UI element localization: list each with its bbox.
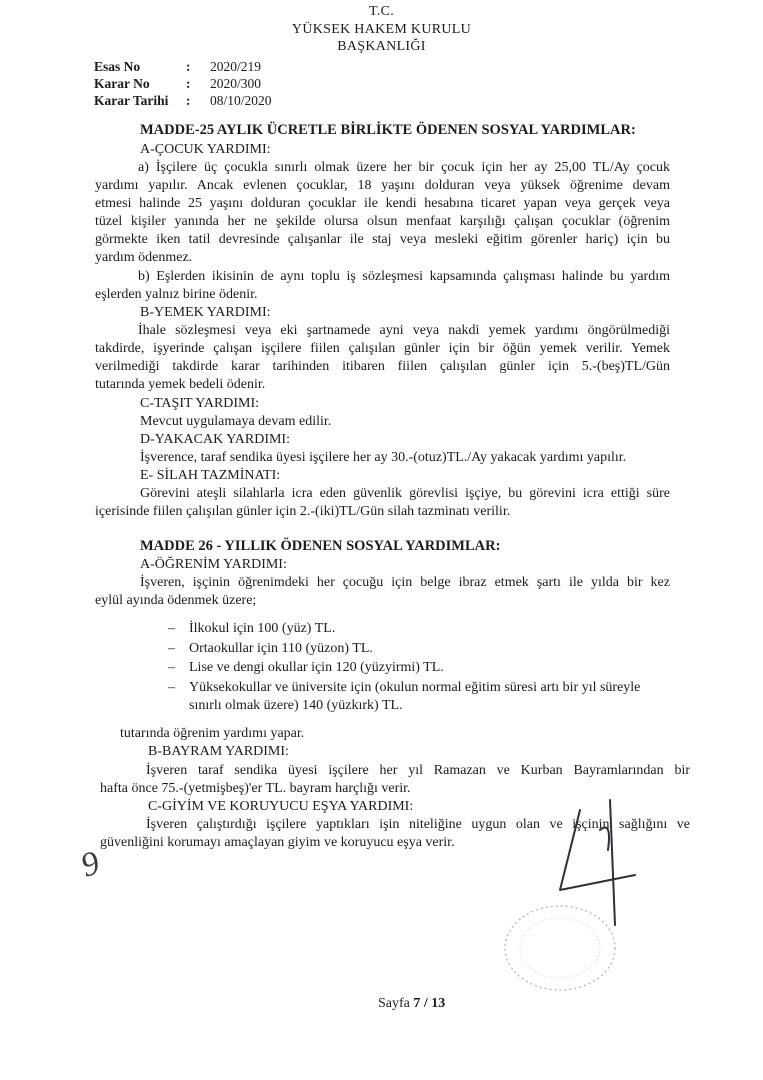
paragraph-line: b) Eşlerden ikisinin de aynı toplu iş sözleşmesi kapsamında çalışması halinde bu yardım [138, 269, 670, 284]
paragraph-line: güvenliğini korumayı amaçlayan giyim ve koruyucu eşya verir. [100, 835, 455, 850]
paragraph-line: tutarında yemek bedeli ödenir. [95, 377, 266, 392]
header-tc: T.C. [368, 4, 395, 19]
paragraph-line: İşveren taraf sendika üyesi işçilere her yıl Ramazan ve Kurban Bayramlarından bir [146, 763, 690, 778]
paragraph-line: verilmediği takdirde karar tarihinden itibaren fiilen çalışılan günler için 5.-(beş)TL/Gün [95, 359, 670, 374]
list-bullet: – [168, 641, 175, 656]
meta-value: 2020/300 [210, 76, 262, 91]
paragraph-line: eylül ayında ödenmek üzere; [95, 593, 257, 608]
yakacak-yardimi-heading: D-YAKACAK YARDIMI: [140, 432, 290, 447]
header-dept: BAŞKANLIĞI [337, 39, 426, 54]
page-separator: / [423, 996, 428, 1011]
giyim-yardimi-heading: C-GİYİM VE KORUYUCU EŞYA YARDIMI: [148, 799, 414, 814]
list-bullet: – [168, 660, 175, 675]
list-item: Ortaokullar için 110 (yüzon) TL. [189, 641, 373, 656]
yemek-yardimi-heading: B-YEMEK YARDIMI: [140, 305, 271, 320]
page-total: 13 [431, 996, 446, 1011]
meta-value: 2020/219 [210, 59, 262, 74]
paragraph-line: İhale sözleşmesi veya eki şartnamede ayni veya nakdi yemek yardımı öngörülmediği [138, 323, 670, 338]
silah-tazminati-heading: E- SİLAH TAZMİNATI: [140, 468, 281, 483]
paragraph-line: a) İşçilere üç çocukla sınırlı olmak üzere her bir çocuk için her ay 25,00 TL/Ay çocuk [138, 160, 670, 175]
paragraph-line: İşveren çalıştırdığı işçilere yaptıkları işin niteliğine uygun olan ve işçinin sağlığını ve [146, 817, 690, 832]
official-stamp [500, 900, 620, 995]
meta-colon: : [186, 59, 191, 74]
meta-karar [94, 76, 261, 92]
meta-colon: : [186, 76, 191, 91]
bayram-yardimi-heading: B-BAYRAM YARDIMI: [148, 744, 289, 759]
meta-label: Esas No [94, 59, 141, 74]
cocuk-yardimi-heading: A-ÇOCUK YARDIMI: [140, 142, 271, 157]
page-current: 7 [413, 996, 421, 1011]
paragraph-line: tutarında öğrenim yardımı yapar. [120, 726, 305, 741]
meta-label: Karar Tarihi [94, 93, 169, 108]
meta-colon: : [186, 93, 191, 108]
tasit-yardimi-heading: C-TAŞIT YARDIMI: [140, 396, 260, 411]
madde26-title: MADDE 26 - YILLIK ÖDENEN SOSYAL YARDIMLAR: [140, 538, 501, 554]
handwritten-margin-note: 9 [76, 844, 105, 885]
paragraph-line: hafta önce 75.-(yetmişbeş)'er TL. bayram harçlığı verir. [100, 781, 411, 796]
list-item: Yüksekokullar ve üniversite için (okulun normal eğitim süresi artı bir yıl süreyle [189, 680, 641, 695]
paragraph-line: İşverence, taraf sendika üyesi işçilere her ay 30.-(otuz)TL./Ay yakacak yardımı yapılır. [140, 450, 627, 465]
paragraph-line: eşlerden yalnız birine ödenir. [95, 287, 258, 302]
paragraph-line: Mevcut uygulamaya devam edilir. [140, 414, 332, 429]
paragraph-line: takdirde, işyerinde çalışan işçilere fiilen çalışılan günler için bir öğün yemek verilir. Yemek [95, 341, 670, 356]
list-item-continuation: sınırlı olmak üzere) 140 (yüzkırk) TL. [189, 698, 403, 713]
paragraph-line: tüzel kişiler yanında her ne şekilde olursa olsun menfaat karşılığı çalışan çocuklar (öğrenim [95, 214, 670, 229]
list-item: İlkokul için 100 (yüz) TL. [189, 621, 336, 636]
meta-value: 08/10/2020 [210, 93, 272, 108]
paragraph-line: İşveren, işçinin öğrenimdeki her çocuğu için belge ibraz etmek şartı ile yılda bir kez [140, 575, 670, 590]
list-bullet: – [168, 621, 175, 636]
madde25-title: MADDE-25 AYLIK ÜCRETLE BİRLİKTE ÖDENEN SOSYAL YARDIMLAR: [140, 122, 636, 138]
paragraph-line: içerisinde fiilen çalışılan günler için 2.-(iki)TL/Gün silah tazminatı verilir. [95, 504, 511, 519]
ogrenim-yardimi-heading: A-ÖĞRENİM YARDIMI: [140, 557, 287, 572]
meta-tarih [94, 93, 272, 109]
paragraph-line: yardımı yapılır. Ancak evlenen çocuklar, 18 yaşını dolduran veya yüksek öğrenime devam [95, 178, 670, 193]
list-bullet: – [168, 680, 175, 695]
list-item: Lise ve dengi okullar için 120 (yüzyirmi) TL. [189, 660, 444, 675]
paragraph-line: görmekte iken tatil devresinde çalışanlar ile staj veya mesleki eğitim görenler hariç) için bu [95, 232, 670, 247]
meta-label: Karar No [94, 76, 150, 91]
paragraph-line: etmesi halinde 25 yaşını dolduran çocuklar ile kendi hesabına ticaret yapan veya gerçek veya [95, 196, 670, 211]
page-label: Sayfa [378, 996, 410, 1011]
header-org: YÜKSEK HAKEM KURULU [291, 22, 472, 37]
paragraph-line: Görevini ateşli silahlarla icra eden güvenlik görevlisi işçiye, bu görevini icra ettiği süre [140, 486, 670, 501]
meta-esas [94, 59, 261, 75]
page-number [378, 995, 445, 1012]
paragraph-line: yardım ödenmez. [95, 250, 193, 265]
